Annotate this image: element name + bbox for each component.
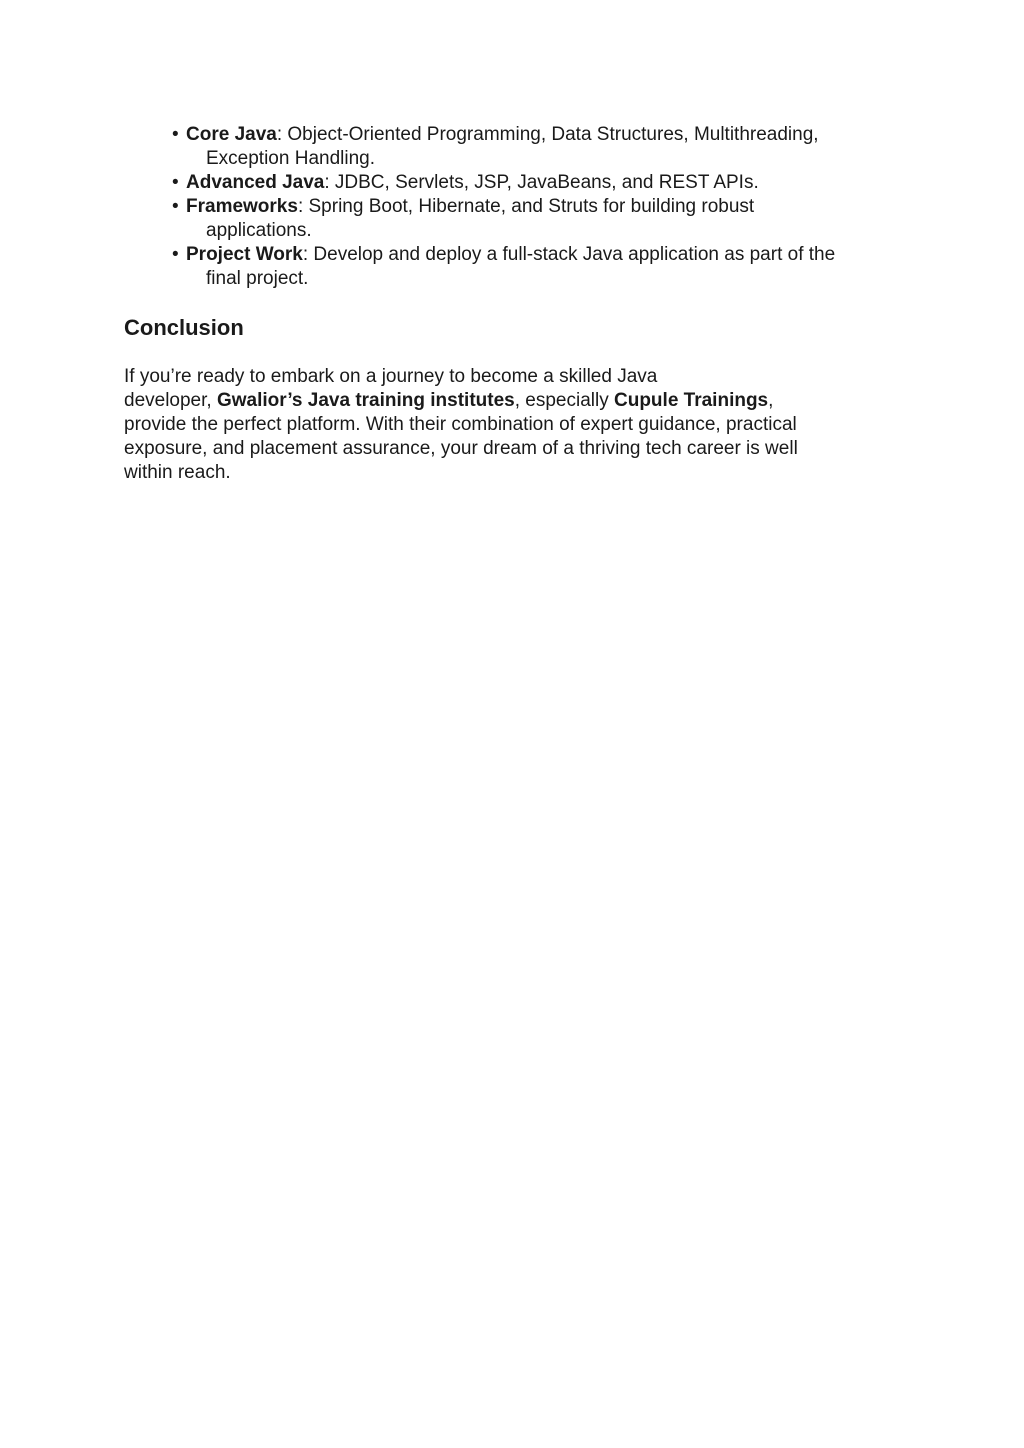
curriculum-list — [170, 123, 910, 291]
paragraph-text: , especially — [514, 390, 614, 411]
paragraph-line — [124, 389, 884, 413]
paragraph-text: developer, — [124, 390, 217, 411]
list-item-text-line2: applications. — [206, 220, 312, 241]
list-item-body — [186, 171, 910, 195]
paragraph-text: , — [768, 390, 774, 411]
list-item-term: Frameworks — [186, 196, 298, 217]
list-item-body — [186, 195, 910, 243]
conclusion-heading: Conclusion — [124, 315, 244, 340]
conclusion-paragraph — [124, 365, 884, 485]
list-item-text-line1: : JDBC, Servlets, JSP, JavaBeans, and REST APIs. — [324, 172, 759, 193]
paragraph-line: If you’re ready to embark on a journey to become a skilled Java — [124, 366, 658, 387]
bullet-icon: • — [172, 244, 179, 265]
list-item-text-line1: : Develop and deploy a full-stack Java application as part of the — [302, 244, 836, 265]
list-item-body — [186, 243, 910, 291]
bullet-icon: • — [172, 196, 179, 217]
bullet-icon: • — [172, 124, 179, 145]
list-item-term: Advanced Java — [186, 172, 325, 193]
list-item-core-java — [170, 123, 910, 171]
bullet-icon: • — [172, 172, 179, 193]
list-item-term: Core Java — [186, 124, 277, 145]
highlight-cupule-trainings: Cupule Trainings — [614, 390, 769, 411]
list-item-term: Project Work — [186, 244, 303, 265]
paragraph-line: provide the perfect platform. With their combination of expert guidance, practical — [124, 414, 797, 435]
list-item-project-work — [170, 243, 910, 291]
list-item-body — [186, 123, 910, 171]
paragraph-line: exposure, and placement assurance, your dream of a thriving tech career is well — [124, 438, 798, 459]
list-item-advanced-java — [170, 171, 910, 195]
list-item-text-line1: : Object-Oriented Programming, Data Structures, Multithreading, — [276, 124, 819, 145]
list-item-text-line2: Exception Handling. — [206, 148, 375, 169]
list-item-text-line2: final project. — [206, 268, 309, 289]
list-item-text-line1: : Spring Boot, Hibernate, and Struts for building robust — [297, 196, 755, 217]
highlight-institutes: Gwalior’s Java training institutes — [216, 390, 515, 411]
list-item-frameworks — [170, 195, 910, 243]
paragraph-line: within reach. — [124, 462, 231, 483]
